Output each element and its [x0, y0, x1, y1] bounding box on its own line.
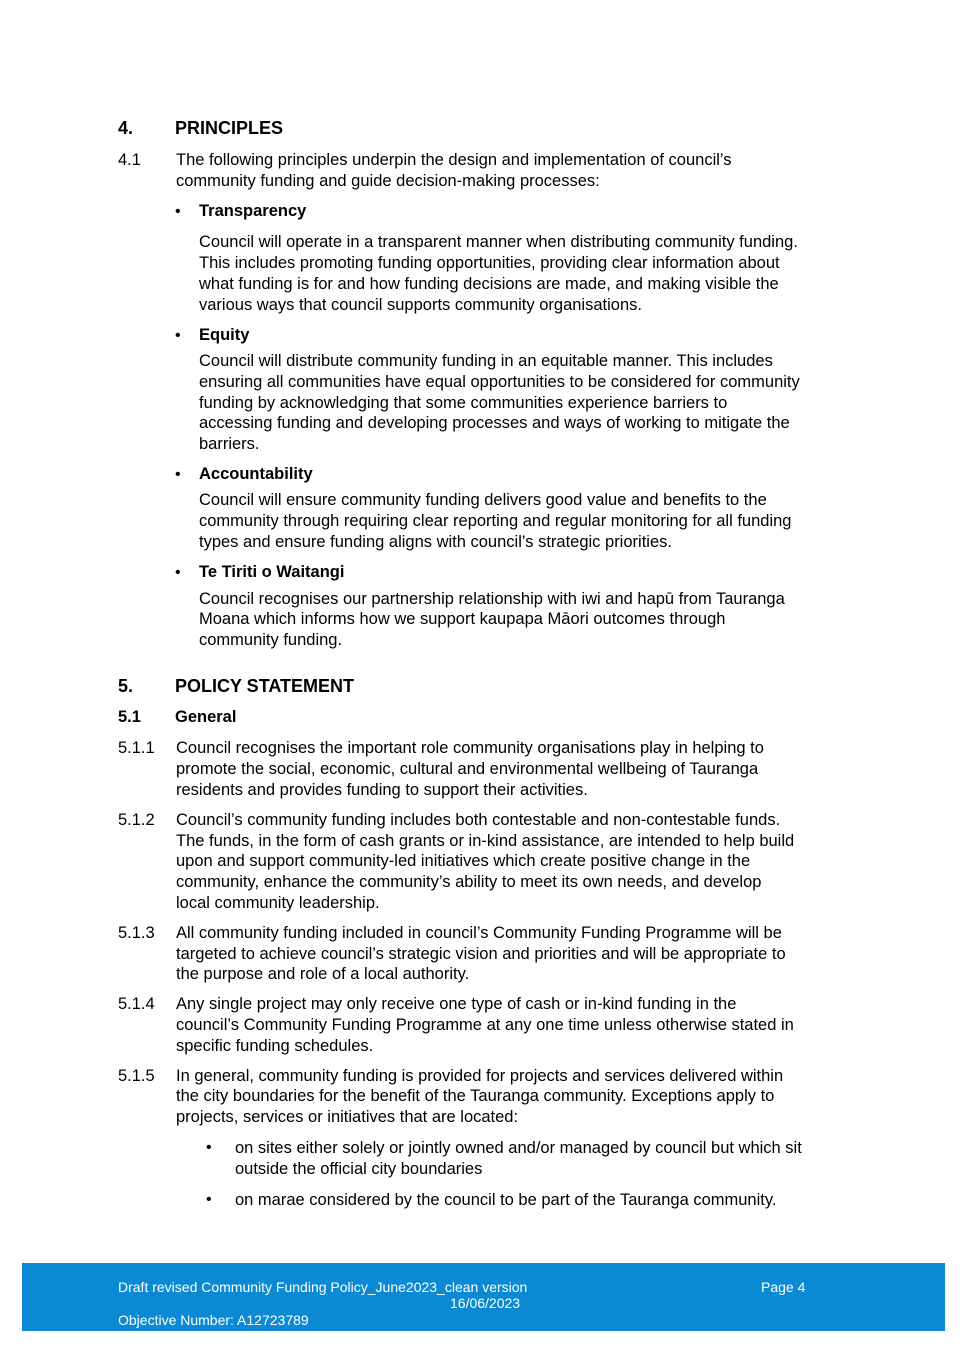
clause-number: 5.1.1: [118, 739, 155, 757]
clause-line: Any single project may only receive one type of cash or in-kind funding in the: [176, 995, 737, 1013]
clause-number: 5.1.4: [118, 995, 155, 1013]
principle-line: community through requiring clear reporting and regular monitoring for all funding: [199, 512, 792, 530]
section-5-number: 5.: [118, 676, 134, 696]
bullet-icon: •: [175, 203, 181, 220]
clause-line: specific funding schedules.: [176, 1037, 374, 1055]
footer-objective-number: Objective Number: A12723789: [118, 1312, 309, 1328]
section-5-title: POLICY STATEMENT: [175, 676, 355, 696]
clause-4-1-number: 4.1: [118, 151, 141, 169]
principle-line: Council will distribute community funding in an equitable manner. This includes: [199, 352, 773, 370]
footer-page-number: Page 4: [761, 1279, 806, 1295]
principle-line: Council will operate in a transparent manner when distributing community funding.: [199, 233, 798, 251]
clause-line: the purpose and role of a local authority.: [176, 965, 470, 983]
principle-line: funding by acknowledging that some communities experience barriers to: [199, 394, 728, 412]
principle-title: Accountability: [199, 465, 313, 483]
principle-line: barriers.: [199, 435, 260, 453]
clause-line: The funds, in the form of cash grants or in-kind assistance, are intended to help build: [176, 832, 795, 850]
sub-bullet-line: outside the official city boundaries: [235, 1160, 483, 1178]
clause-number: 5.1.2: [118, 811, 155, 829]
bullet-icon: •: [175, 327, 181, 344]
clause-line: residents and provides funding to support their activities.: [176, 781, 588, 799]
subsection-number: 5.1: [118, 708, 141, 726]
bullet-icon: •: [175, 564, 181, 581]
section-4-number: 4.: [118, 118, 134, 138]
clause-line: community, enhance the community’s ability to meet its own needs, and develop: [176, 873, 762, 891]
principle-title: Te Tiriti o Waitangi: [199, 563, 345, 581]
bullet-icon: •: [206, 1191, 212, 1208]
principle-line: Council will ensure community funding delivers good value and benefits to the: [199, 491, 767, 509]
clause-line: the city boundaries for the benefit of the Tauranga community. Exceptions apply to: [176, 1087, 775, 1105]
clause-line: targeted to achieve council’s strategic vision and priorities and will be appropriate to: [176, 945, 786, 963]
principle-line: Moana which informs how we support kaupapa Māori outcomes through: [199, 610, 726, 628]
principle-line: ensuring all communities have equal opportunities to be considered for community: [199, 373, 800, 391]
clause-line: Council recognises the important role community organisations play in helping to: [176, 739, 764, 757]
clause-line: promote the social, economic, cultural and environmental wellbeing of Tauranga: [176, 760, 759, 778]
footer-document-title: Draft revised Community Funding Policy_June2023_clean version: [118, 1279, 528, 1295]
clause-line: Council’s community funding includes both contestable and non-contestable funds.: [176, 811, 781, 829]
subsection-title: General: [175, 708, 237, 726]
page-footer: [22, 1263, 945, 1331]
footer-date: 16/06/2023: [450, 1295, 521, 1311]
clause-4-1-line: The following principles underpin the design and implementation of council’s: [176, 151, 732, 169]
section-4-title: PRINCIPLES: [175, 118, 284, 138]
principle-title: Equity: [199, 326, 250, 344]
principle-line: community funding.: [199, 631, 343, 649]
principle-line: various ways that council supports community organisations.: [199, 296, 642, 314]
clause-line: local community leadership.: [176, 894, 380, 912]
principle-line: This includes promoting funding opportunities, providing clear information about: [199, 254, 780, 272]
sub-bullet-line: on marae considered by the council to be part of the Tauranga community.: [235, 1191, 777, 1209]
principle-line: types and ensure funding aligns with council’s strategic priorities.: [199, 533, 672, 551]
clause-4-1-line: community funding and guide decision-making processes:: [176, 172, 600, 190]
principle-line: Council recognises our partnership relationship with iwi and hapū from Tauranga: [199, 590, 785, 608]
principle-line: what funding is for and how funding decisions are made, and making visible the: [199, 275, 779, 293]
clause-line: projects, services or initiatives that are located:: [176, 1108, 519, 1126]
sub-bullet-line: on sites either solely or jointly owned and/or managed by council but which sit: [235, 1139, 802, 1157]
clause-number: 5.1.5: [118, 1067, 155, 1085]
clause-line: council’s Community Funding Programme at any one time unless otherwise stated in: [176, 1016, 794, 1034]
bullet-icon: •: [175, 466, 181, 483]
principle-line: accessing funding and developing processes and ways of working to mitigate the: [199, 414, 790, 432]
clause-line: In general, community funding is provided for projects and services delivered within: [176, 1067, 784, 1085]
bullet-icon: •: [206, 1139, 212, 1156]
clause-line: upon and support community-led initiatives which create positive change in the: [176, 852, 751, 870]
principle-title: Transparency: [199, 202, 307, 220]
clause-line: All community funding included in council’s Community Funding Programme will be: [176, 924, 782, 942]
clause-number: 5.1.3: [118, 924, 155, 942]
